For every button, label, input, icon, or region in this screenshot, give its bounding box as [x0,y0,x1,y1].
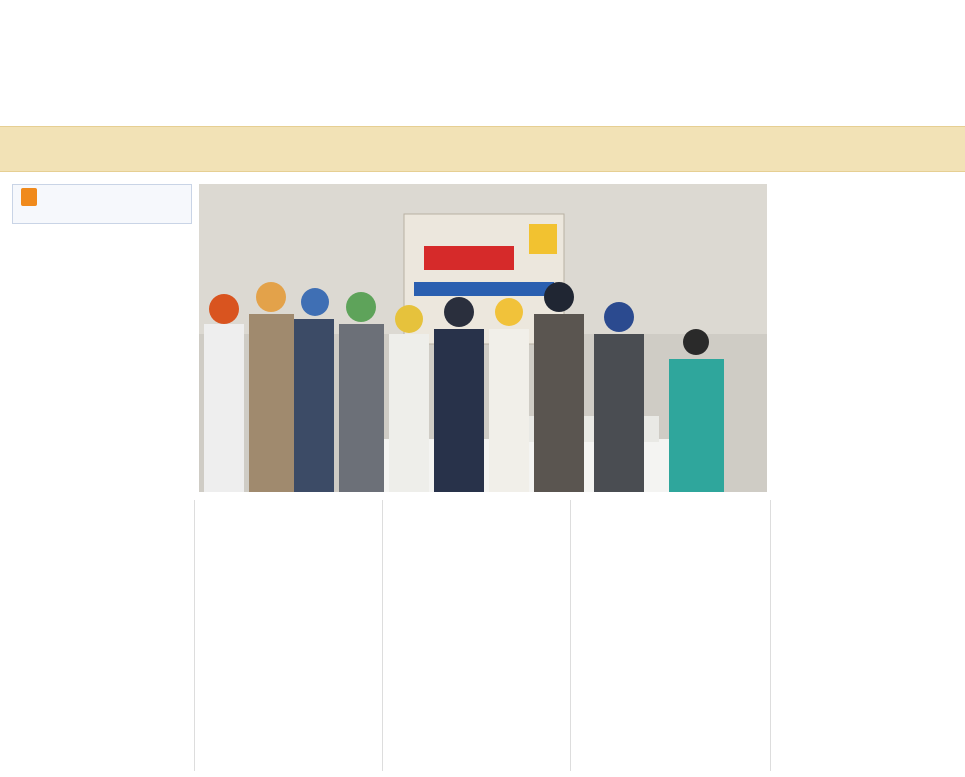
newspaper-masthead [12,184,192,224]
article-column-4 [575,500,753,771]
column-divider [570,500,571,771]
column-divider [194,500,195,771]
article-column-3 [387,500,565,771]
article-column-5 [777,184,957,771]
event-photo-drawing [199,184,767,492]
article-column-2 [199,500,377,771]
event-photo [199,184,767,492]
subhead-band [0,126,965,172]
newspaper-logo-icon [21,188,37,206]
article-column-1 [12,226,190,771]
subhead-text [0,127,965,171]
column-divider [770,500,771,771]
column-divider [382,500,383,771]
headline-band [0,0,965,124]
